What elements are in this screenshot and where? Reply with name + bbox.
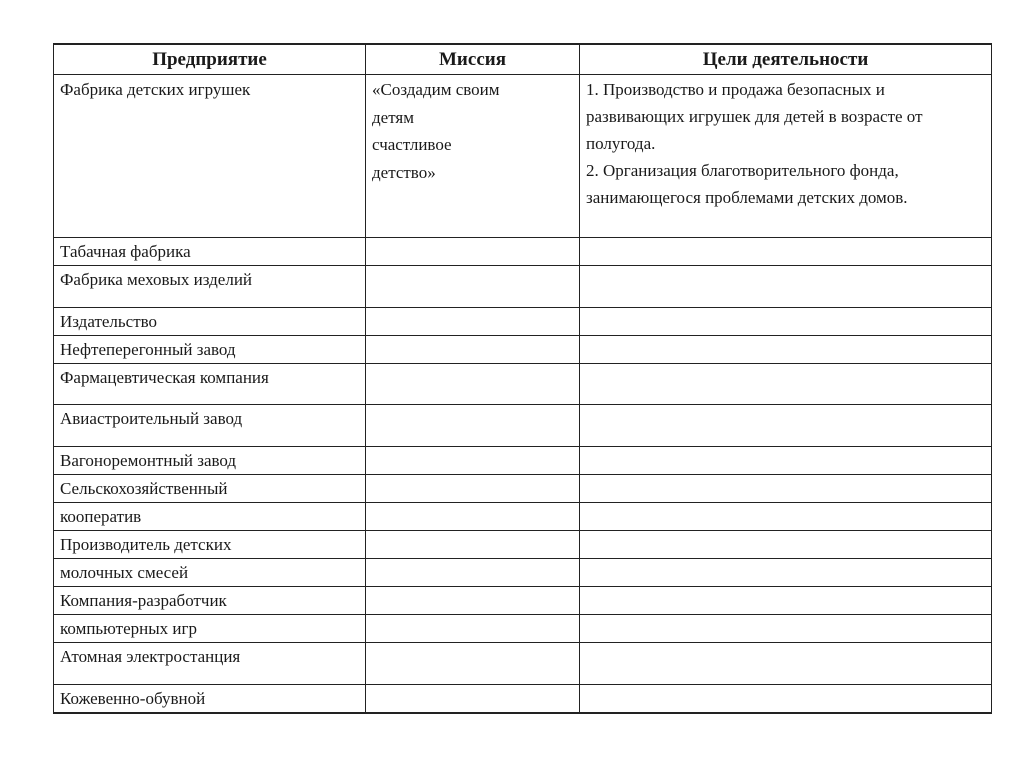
mission-cell — [366, 75, 580, 238]
goal-line: развивающих игрушек для детей в возрасте от — [586, 107, 923, 126]
goal-line: занимающегося проблемами детских домов. — [586, 188, 908, 207]
table-row — [54, 405, 992, 447]
enterprise-mission-goals-table — [53, 43, 992, 714]
goals-cell — [580, 643, 992, 685]
mission-cell — [366, 238, 580, 266]
enterprise-cell: Фабрика детских игрушек — [54, 75, 366, 238]
goal-line: 2. Организация благотворительного фонда, — [586, 161, 899, 180]
mission-cell — [366, 405, 580, 447]
mission-cell — [366, 587, 580, 615]
goals-cell — [580, 364, 992, 405]
mission-cell — [366, 266, 580, 308]
enterprise-cell: кооператив — [54, 503, 366, 531]
mission-cell — [366, 364, 580, 405]
enterprise-cell: Издательство — [54, 308, 366, 336]
enterprise-cell: Нефтеперегонный завод — [54, 336, 366, 364]
mission-cell — [366, 475, 580, 503]
mission-cell — [366, 615, 580, 643]
enterprise-cell: Вагоноремонтный завод — [54, 447, 366, 475]
table-row — [54, 559, 992, 587]
enterprise-cell: Производитель детских — [54, 531, 366, 559]
goals-cell — [580, 587, 992, 615]
mission-line: «Создадим своим — [372, 80, 500, 99]
goals-cell — [580, 308, 992, 336]
goals-cell — [580, 475, 992, 503]
goals-cell — [580, 559, 992, 587]
goals-cell — [580, 238, 992, 266]
table-row — [54, 685, 992, 714]
goals-cell — [580, 503, 992, 531]
goals-cell — [580, 75, 992, 238]
enterprise-cell: Табачная фабрика — [54, 238, 366, 266]
goals-cell — [580, 685, 992, 714]
enterprise-cell: Сельскохозяйственный — [54, 475, 366, 503]
table-row — [54, 266, 992, 308]
goals-cell — [580, 405, 992, 447]
table-row — [54, 643, 992, 685]
header-enterprise: Предприятие — [54, 44, 366, 75]
enterprise-cell: Атомная электростанция — [54, 643, 366, 685]
table-row — [54, 364, 992, 405]
enterprise-cell: Компания-разработчик — [54, 587, 366, 615]
mission-cell — [366, 531, 580, 559]
mission-cell — [366, 643, 580, 685]
enterprise-cell: Фабрика меховых изделий — [54, 266, 366, 308]
table-row — [54, 503, 992, 531]
mission-line: детство» — [372, 162, 436, 182]
goals-cell — [580, 615, 992, 643]
table-row — [54, 447, 992, 475]
goals-cell — [580, 266, 992, 308]
mission-line: счастливое — [372, 135, 452, 154]
table-row — [54, 238, 992, 266]
header-goals: Цели деятельности — [580, 44, 992, 75]
mission-cell — [366, 447, 580, 475]
table-row — [54, 75, 992, 238]
mission-cell — [366, 559, 580, 587]
table-row — [54, 336, 992, 364]
table-row — [54, 475, 992, 503]
mission-cell — [366, 503, 580, 531]
enterprise-cell: Авиастроительный завод — [54, 405, 366, 447]
mission-cell — [366, 685, 580, 714]
header-mission: Миссия — [366, 44, 580, 75]
enterprise-cell: компьютерных игр — [54, 615, 366, 643]
enterprise-cell: молочных смесей — [54, 559, 366, 587]
table-header-row — [54, 44, 992, 75]
enterprise-cell: Кожевенно-обувной — [54, 685, 366, 714]
goals-cell — [580, 531, 992, 559]
mission-line: детям — [372, 107, 414, 127]
enterprise-cell: Фармацевтическая компания — [54, 364, 366, 405]
goals-table-container — [53, 43, 991, 714]
table-row — [54, 587, 992, 615]
goals-cell — [580, 336, 992, 364]
table-row — [54, 615, 992, 643]
mission-cell — [366, 308, 580, 336]
goal-line: 1. Производство и продажа безопасных и — [586, 80, 885, 99]
table-row — [54, 531, 992, 559]
mission-cell — [366, 336, 580, 364]
goal-line: полугода. — [586, 134, 656, 153]
table-row — [54, 308, 992, 336]
goals-cell — [580, 447, 992, 475]
